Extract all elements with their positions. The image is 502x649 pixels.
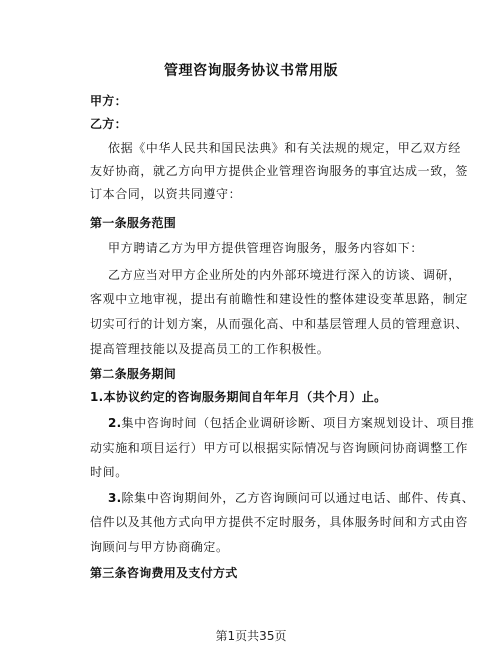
article-2-item-2-number: 2.	[108, 416, 122, 430]
party-b-label: 乙方：	[90, 117, 127, 131]
article-2-item-2-text: 集中咨询时间（包括企业调研诊断、项目方案规划设计、项目推	[121, 416, 475, 430]
article-1-p2-line-3: 切实可行的计划方案，从而强化高、中和基层管理人员的管理意识、	[90, 317, 469, 331]
article-2-item-3-line-3: 询顾问与甲方协商确定。	[90, 540, 229, 554]
intro-line-3: 订本合同，以资共同遵守：	[90, 187, 242, 201]
article-1-paragraph-1: 甲方聘请乙方为甲方提供管理咨询服务，服务内容如下：	[108, 241, 424, 255]
article-2-item-2-line-3: 时间。	[90, 465, 128, 479]
article-2-item-1: 1.本协议约定的咨询服务期间自年年月（共个月）止。	[90, 390, 387, 404]
document-title: 管理咨询服务协议书常用版	[164, 63, 338, 79]
article-1-p2-line-2: 客观中立地审视，提出有前瞻性和建设性的整体建设变革思路，制定	[90, 292, 469, 306]
intro-line-1: 依据《中华人民共和国民法典》和有关法规的规定，甲乙双方经	[108, 141, 461, 155]
article-1-p2-line-4: 提高管理技能以及提高员工的工作积极性。	[90, 342, 330, 356]
article-2-item-2-line-1	[108, 415, 474, 431]
article-1-p2-line-1: 乙方应当对甲方企业所处的内外部环境进行深入的访谈、调研，	[108, 268, 461, 282]
party-a-label: 甲方：	[90, 94, 127, 108]
article-2-item-2-line-2: 动实施和项目运行）甲方可以根据实际情况与咨询顾问协商调整工作	[90, 441, 469, 455]
article-2-item-3-line-2: 信件以及其他方式向甲方提供不定时服务，具体服务时间和方式由咨	[90, 515, 469, 529]
article-2-item-3-number: 3.	[108, 491, 122, 505]
intro-line-2: 友好协商，就乙方向甲方提供企业管理咨询服务的事宜达成一致，签	[90, 164, 469, 178]
article-2-item-3-text: 除集中咨询期间外，乙方咨询顾问可以通过电话、邮件、传真、	[121, 491, 475, 505]
article-3-heading: 第三条咨询费用及支付方式	[90, 566, 238, 580]
article-1-heading: 第一条服务范围	[90, 216, 177, 230]
page-number-footer: 第1页共35页	[215, 629, 287, 643]
article-2-heading: 第二条服务期间	[90, 367, 177, 381]
article-2-item-3-line-1	[108, 490, 474, 506]
